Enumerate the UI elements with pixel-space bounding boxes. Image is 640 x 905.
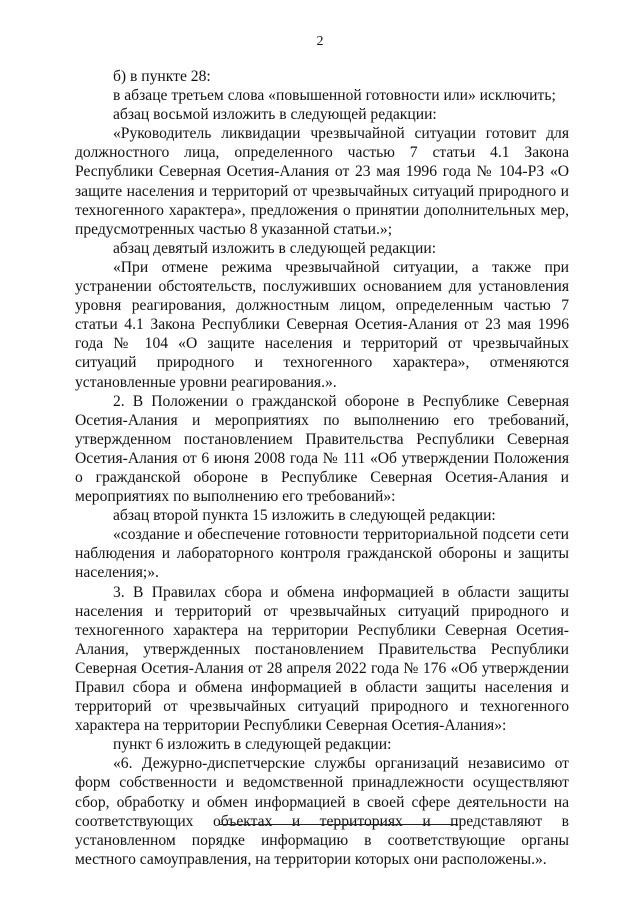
footer-divider (219, 824, 458, 825)
paragraph-eighth-abzac-intro: абзац восьмой изложить в следующей редакции: (113, 106, 437, 124)
document-body (75, 67, 569, 869)
paragraph-item-3-point-intro: пункт 6 изложить в следующей редакции: (113, 736, 392, 754)
paragraph-subpoint-b: б) в пункте 28: (113, 68, 211, 85)
paragraph-item-3: 3. В Правилах сбора и обмена информацией в области защиты населения и территорий от чрезвычайных ситуаций природного и техногенного характера на территории Республики Северная Осетия-Алания, утвержденных постановлением Правительства Республики Северная Осетия-Алания от 28 апреля 2022 года № 176 «Об утверждении Правил сбора и обмена информацией в области защиты населения и территорий от чрезвычайных ситуаций природного и техногенного характера на территории Республики Северная Осетия-Алания»: (75, 583, 569, 735)
paragraph-ninth-abzac-text: «При отмене режима чрезвычайной ситуации, а также при устранении обстоятельств, послуживших основанием для установления уровня реагирования, должностным лицом, определенным частью 7 статьи 4.1 Закона Республики Северная Осетия-Алания от 23 мая 1996 года № 104 «О защите населения и территорий от чрезвычайных ситуаций природного и техногенного характера», отменяются установленные уровни реагирования.». (75, 258, 569, 391)
paragraph-third-abzac: в абзаце третьем слова «повышенной готовности или» исключить; (113, 87, 556, 105)
page-number: 2 (316, 34, 324, 49)
paragraph-ninth-abzac-intro: абзац девятый изложить в следующей редакции: (113, 239, 437, 257)
paragraph-item-3-point-text: «6. Дежурно-диспетчерские службы организаций независимо от форм собственности и ведомственной принадлежности осуществляют сбор, обработку и обмен информацией в своей сфере деятельности на соответствующих объектах и территориях и представляют в установленном порядке информацию в соответствующие органы местного самоуправления, на территории которых они расположены.». (75, 755, 569, 868)
paragraph-eighth-abzac-text: «Руководитель ликвидации чрезвычайной ситуации готовит для должностного лица, определенного частью 7 статьи 4.1 Закона Республики Северная Осетия-Алания от 23 мая 1996 года № 104-РЗ «О защите населения и территорий от чрезвычайных ситуаций природного и техногенного характера», предложения о принятии дополнительных мер, предусмотренных частью 8 указанной статьи.»; (75, 125, 569, 238)
paragraph-item-2-abzac-text: «создание и обеспечение готовности территориальной подсети сети наблюдения и лабораторного контроля гражданской обороны и защиты населения;». (75, 526, 569, 582)
paragraph-item-2-abzac-intro: абзац второй пункта 15 изложить в следующей редакции: (113, 507, 496, 525)
paragraph-item-2: 2. В Положении о гражданской обороне в Республике Северная Осетия-Алания и мероприятиях по выполнению его требований, утвержденном постановлением Правительства Республики Северная Осетия-Алания от 6 июня 2008 года № 111 «Об утверждении Положения о гражданской обороне в Республике Северная Осетия-Алания и мероприятиях по выполнению его требований»: (75, 392, 569, 506)
